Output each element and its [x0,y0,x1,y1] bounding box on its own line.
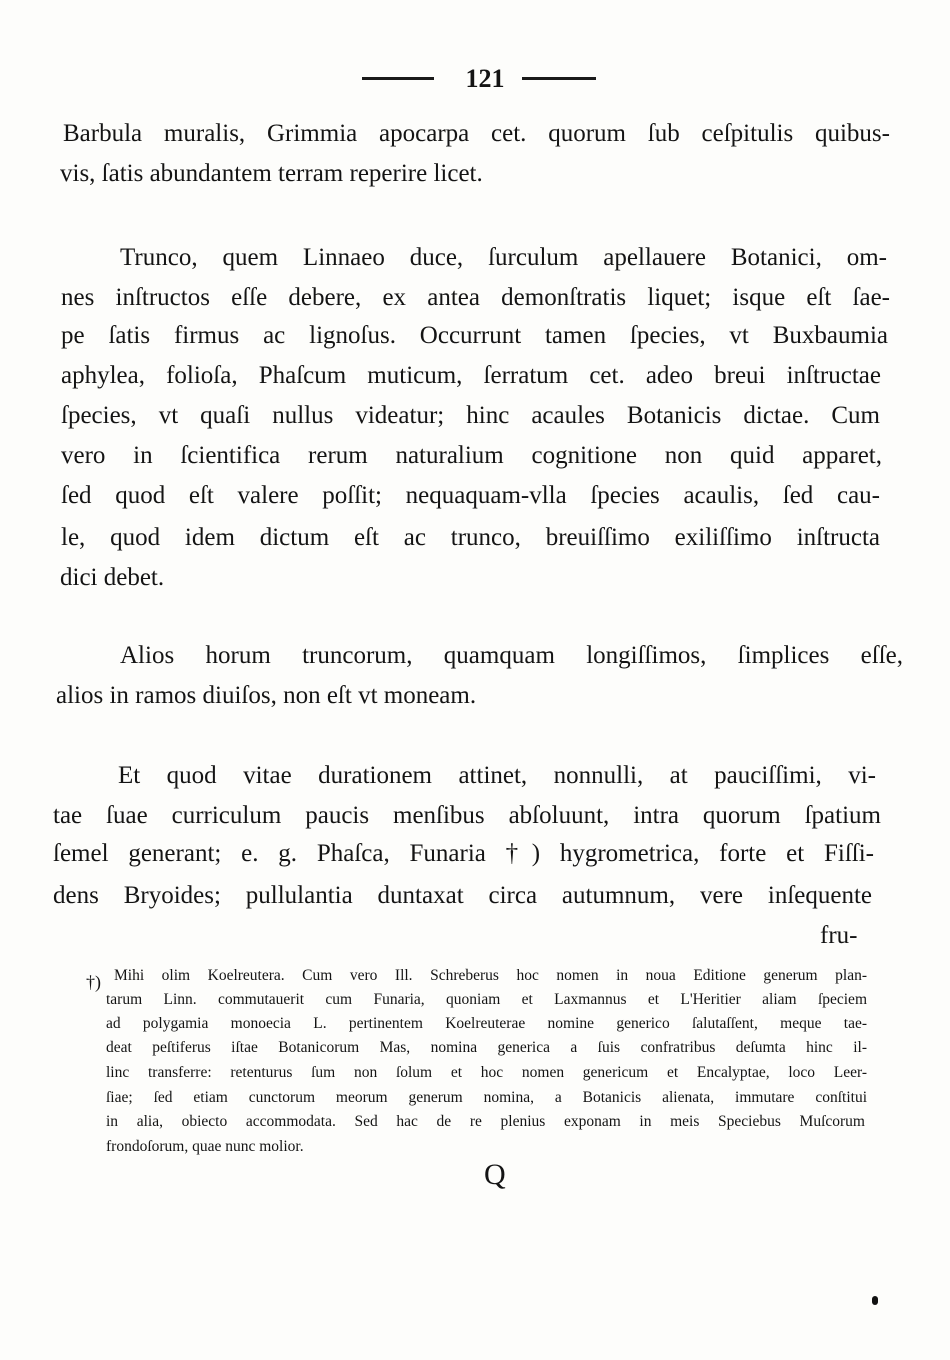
text-line: vero in ſcientifica rerum naturalium cognitione non quid apparet, [61,442,882,469]
text-line: Alios horum truncorum, quamquam longiſſimos, ſimplices eſſe, [120,642,903,669]
footnote-line: deat peſtiferus iſtae Botanicorum Mas, nomina generica a ſuis confratribus deſumta hinc il- [106,1039,867,1056]
text-line: nes inſtructos eſſe debere, ex antea demonſtratis liquet; isque eſt ſae- [61,284,890,311]
header-rule-left [362,77,434,80]
text-line: ſemel generant; e. g. Phaſca, Funaria †) hygrometrica, forte et Fiſſi- [53,840,874,867]
footnote-marker: †) [86,972,101,992]
text-line: dici debet. [60,564,165,591]
text-line: ſed quod eſt valere poſſit; nequaquam-vlla ſpecies acaulis, ſed cau- [61,482,880,509]
text-line: ſpecies, vt quaſi nullus videatur; hinc acaules Botanicis dictae. Cum [61,402,880,429]
text-line: Et quod vitae durationem attinet, nonnulli, at pauciſſimi, vi- [118,762,876,789]
text-line: pe ſatis firmus ac lignoſus. Occurrunt tamen ſpecies, vt Buxbaumia [61,322,888,349]
footnote-line: Mihi olim Koelreutera. Cum vero Ill. Schreberus hoc nomen in noua Editione generum plan- [114,967,867,984]
ink-speck [872,1296,878,1305]
signature-mark: Q [484,1158,506,1191]
text-line: Trunco, quem Linnaeo duce, ſurculum apellauere Botanici, om- [120,244,887,271]
footnote-line: linc transferre: retenturus ſum non ſolum et hoc nomen genericum et Encalyptae, loco Leer- [106,1064,867,1081]
footnote-line: in alia, obiecto accommodata. Sed hac de re plenius exponam in meis Speciebus Muſcorum [106,1113,865,1130]
footnote-line: tarum Linn. commutauerit cum Funaria, quoniam et Laxmannus et L'Heritier aliam ſpeciem [106,991,867,1008]
page-header [0,64,950,94]
text-line: vis, ſatis abundantem terram reperire licet. [60,160,483,187]
text-line: alios in ramos diuiſos, non eſt vt moneam. [56,682,477,709]
text-line: dens Bryoides; pullulantia duntaxat circa autumnum, vere inſequente [53,882,872,909]
text-line: le, quod idem dictum eſt ac trunco, breuiſſimo exiliſſimo inſtructa [61,524,880,551]
text-line: tae ſuae curriculum paucis menſibus abſoluunt, intra quorum ſpatium [53,802,881,829]
header-rule-right [522,77,596,80]
text-line: Barbula muralis, Grimmia apocarpa cet. quorum ſub ceſpitulis quibus- [63,120,890,147]
page-number: 121 [465,64,505,93]
catchword: fru- [820,922,858,949]
footnote-line: frondoſorum, quae nunc molior. [106,1138,304,1155]
footnote-line: ad polygamia monoecia L. pertinentem Koelreuterae nomine generico ſalutaſſent, meque tae- [106,1015,867,1032]
footnote-line: ſiae; ſed etiam cunctorum meorum generum nomina, a Botanicis alienata, immutare conſtitui [106,1089,867,1106]
text-line: aphylea, folioſa, Phaſcum muticum, ſerratum cet. adeo breui inſtructae [61,362,881,389]
